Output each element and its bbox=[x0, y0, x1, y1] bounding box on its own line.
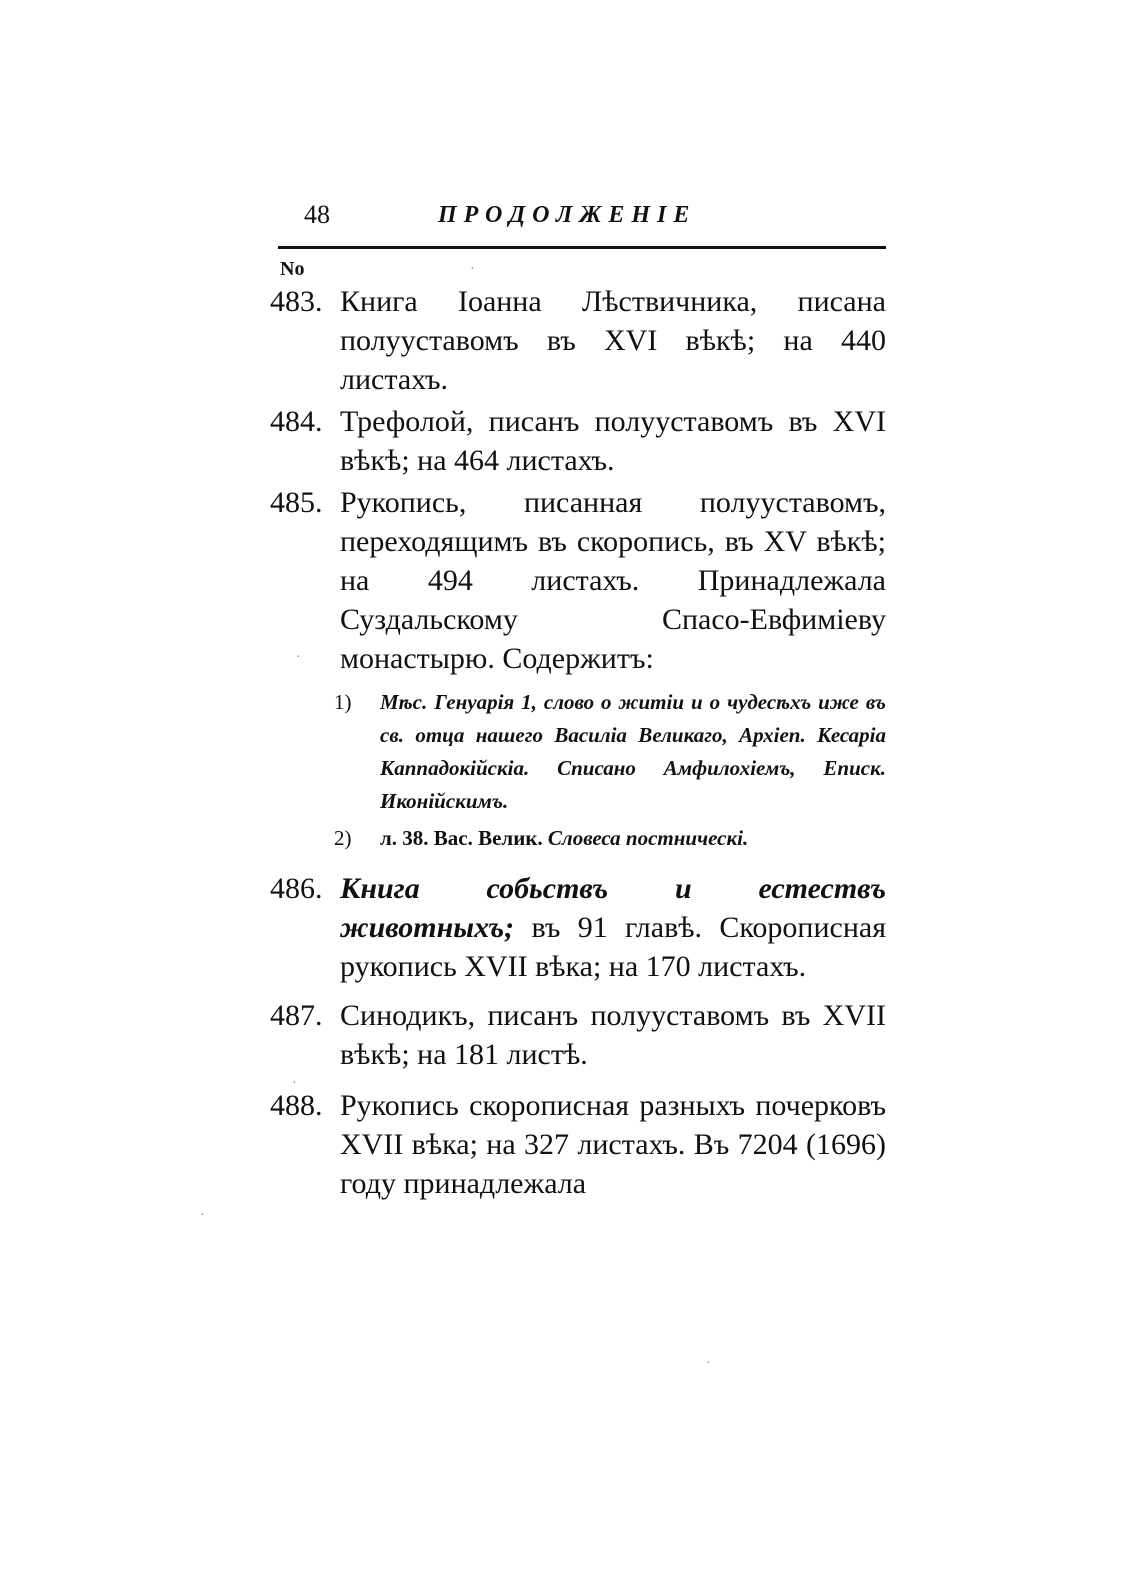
entry-number: 485. bbox=[270, 486, 323, 519]
running-title: ПРОДОЛЖЕНІЕ bbox=[438, 202, 697, 228]
entry-text: Трефолой, писанъ полууставомъ въ XVI вѣкѣ; на 464 листахъ. bbox=[340, 405, 886, 477]
catalog-entry-486 bbox=[270, 869, 886, 986]
entry-number: 488. bbox=[270, 1089, 323, 1122]
paper-speck: · bbox=[292, 1076, 297, 1091]
paper-speck: · bbox=[296, 650, 301, 665]
paper-speck: · bbox=[200, 1208, 205, 1223]
entry-text: Рукопись, писанная полууставомъ, переходящимъ въ скоропись, въ XV вѣкѣ; на 494 листахъ. Принадлежала Суздальскому Спасо-Евфиміеву монастырю. Содержитъ: bbox=[340, 486, 886, 675]
entry-text: Синодикъ, писанъ полууставомъ въ XVII вѣкѣ; на 181 листѣ. bbox=[340, 999, 886, 1071]
entry-number: 483. bbox=[270, 285, 323, 318]
entry-text-wrapper bbox=[340, 869, 886, 986]
entry-number: 487. bbox=[270, 999, 323, 1032]
contents-item-text: Мѣс. Генуарія 1, слово о житіи и о чудесѣхъ иже въ св. отца нашего Василіа Великаго, Архіеп. Кесаріа Каппадокійскіа. Списано Амфилохіемъ, Еписк. Иконійскимъ. bbox=[380, 690, 886, 813]
folio-reference: л. 38. Вас. Велик. bbox=[380, 826, 543, 850]
contents-item-number: 1) bbox=[334, 690, 352, 714]
entry-text: въ 91 главѣ. Скорописная рукопись XVII вѣка; на 170 листахъ. bbox=[340, 911, 887, 983]
catalog-entry-483 bbox=[270, 282, 886, 399]
paper-speck: · bbox=[470, 262, 475, 277]
contents-item-number: 2) bbox=[334, 826, 352, 850]
catalog-entry-484 bbox=[270, 402, 886, 480]
catalog-entry-488 bbox=[270, 1086, 886, 1203]
page-number: 48 bbox=[304, 200, 330, 229]
contents-item-text bbox=[380, 822, 886, 855]
column-label: No bbox=[280, 258, 305, 280]
catalog-entry-485 bbox=[270, 483, 886, 678]
entry-title-italic: Книга собьствъ и естествъ животныхъ; bbox=[340, 872, 886, 944]
catalog-body bbox=[270, 282, 886, 1203]
page-header bbox=[278, 196, 886, 249]
contents-item bbox=[334, 822, 886, 855]
entry-number: 486. bbox=[270, 872, 323, 905]
entry-text: Книга Іоанна Лѣствичника, писана полууставомъ въ XVI вѣкѣ; на 440 листахъ. bbox=[340, 285, 886, 396]
contents-item-title: Словеса постническі. bbox=[547, 826, 749, 850]
entry-text: Рукопись скорописная разныхъ почерковъ XVII вѣка; на 327 листахъ. Въ 7204 (1696) году принадлежала bbox=[340, 1089, 886, 1200]
paper-speck: · bbox=[706, 1356, 711, 1371]
entry-number: 484. bbox=[270, 405, 323, 438]
contents-list bbox=[334, 686, 886, 855]
catalog-entry-487 bbox=[270, 996, 886, 1074]
contents-item bbox=[334, 686, 886, 818]
